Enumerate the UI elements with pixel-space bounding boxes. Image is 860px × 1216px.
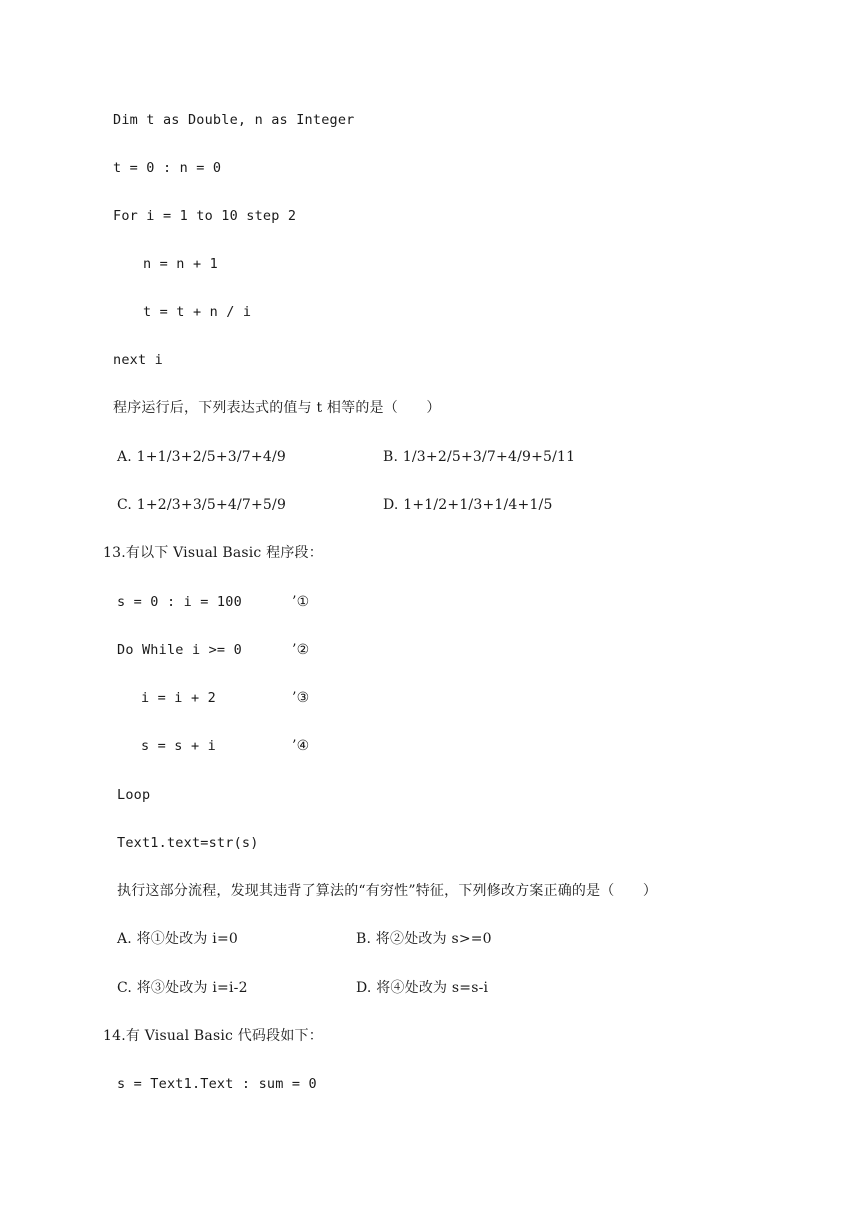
question-text: 执行这部分流程，发现其违背了算法的“有穷性”特征，下列修改方案正确的是（ ） bbox=[117, 883, 658, 899]
code-line: s = s + i bbox=[141, 738, 216, 754]
code-line: t = t + n / i bbox=[143, 304, 252, 320]
option-b: B. 1/3+2/5+3/7+4/9+5/11 bbox=[383, 449, 576, 465]
code-line: t = 0 : n = 0 bbox=[113, 160, 222, 176]
code-line: For i = 1 to 10 step 2 bbox=[113, 208, 297, 224]
code-line: n = n + 1 bbox=[143, 256, 218, 272]
option-c: C. 1+2/3+3/5+4/7+5/9 bbox=[117, 497, 287, 513]
code-line: Loop bbox=[117, 787, 151, 803]
code-line: i = i + 2 bbox=[141, 690, 216, 706]
code-line: Dim t as Double, n as Integer bbox=[113, 112, 355, 128]
option-d: D. 将④处改为 s=s-i bbox=[356, 980, 489, 996]
code-line: next i bbox=[113, 352, 163, 368]
question-text: 程序运行后，下列表达式的值与 t 相等的是（ ） bbox=[113, 400, 441, 416]
line-marker: ’② bbox=[292, 642, 310, 658]
line-marker: ’③ bbox=[292, 690, 310, 706]
option-b: B. 将②处改为 s>=0 bbox=[356, 931, 492, 947]
question-title: 13.有以下 Visual Basic 程序段： bbox=[103, 545, 323, 561]
option-c: C. 将③处改为 i=i-2 bbox=[117, 980, 248, 996]
line-marker: ’④ bbox=[292, 738, 310, 754]
option-a: A. 将①处改为 i=0 bbox=[117, 931, 238, 947]
option-d: D. 1+1/2+1/3+1/4+1/5 bbox=[383, 497, 553, 513]
code-line: Do While i >= 0 bbox=[117, 642, 242, 658]
option-a: A. 1+1/3+2/5+3/7+4/9 bbox=[117, 449, 286, 465]
code-line: Text1.text=str(s) bbox=[117, 835, 259, 851]
code-line: s = 0 : i = 100 bbox=[117, 594, 242, 610]
code-line: s = Text1.Text : sum = 0 bbox=[117, 1076, 317, 1092]
line-marker: ’① bbox=[292, 594, 310, 610]
question-title: 14.有 Visual Basic 代码段如下： bbox=[103, 1028, 323, 1044]
